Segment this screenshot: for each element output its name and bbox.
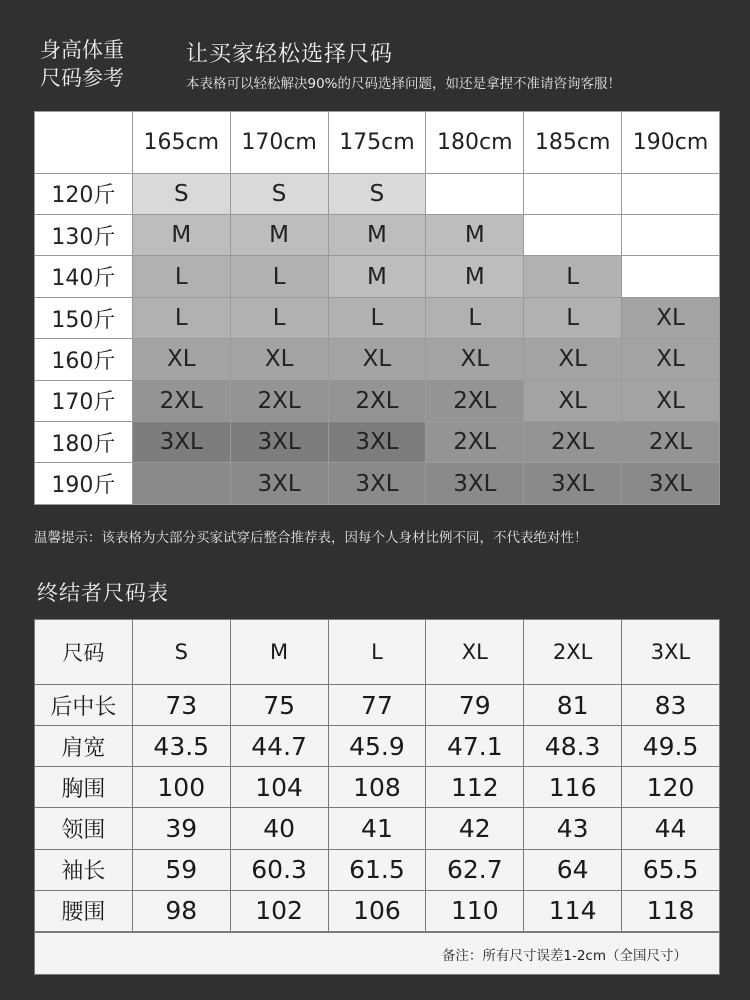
size-cell: L: [230, 297, 328, 338]
height-header: 165cm: [132, 112, 230, 174]
table-row: [35, 726, 720, 767]
header-left-line2: 尺码参考: [40, 66, 124, 90]
table-row: [35, 215, 720, 256]
measure-value: 61.5: [328, 849, 426, 890]
page-title: 让买家轻松选择尺码: [186, 42, 394, 67]
measure-value: 62.7: [426, 849, 524, 890]
size-cell: M: [328, 256, 426, 297]
measure-value: 108: [328, 767, 426, 808]
table-row: [35, 767, 720, 808]
page-subtitle: 本表格可以轻松解决90%的尺码选择问题，如还是拿捏不准请咨询客服！: [186, 76, 622, 92]
size-cell: L: [524, 256, 622, 297]
measure-label: 腰围: [35, 890, 133, 931]
table-row: [35, 685, 720, 726]
measure-value: 112: [426, 767, 524, 808]
height-header-row: [35, 112, 720, 174]
footer-note-box: [34, 932, 720, 975]
size-cell: 3XL: [328, 463, 426, 505]
measure-value: 116: [524, 767, 622, 808]
measure-value: 73: [132, 685, 230, 726]
size-cell: L: [230, 256, 328, 297]
size-cell: L: [426, 297, 524, 338]
measure-value: 114: [524, 890, 622, 931]
size-header: M: [230, 620, 328, 685]
size-cell: [622, 173, 720, 214]
size-cell: XL: [230, 339, 328, 380]
size-cell: 3XL: [328, 422, 426, 463]
measure-value: 98: [132, 890, 230, 931]
size-cell: XL: [622, 297, 720, 338]
measure-value: 42: [426, 808, 524, 849]
size-header: S: [132, 620, 230, 685]
weight-label: 140斤: [35, 256, 133, 297]
measure-value: 43.5: [132, 726, 230, 767]
size-cell: XL: [328, 339, 426, 380]
size-cell: [524, 215, 622, 256]
measure-value: 102: [230, 890, 328, 931]
measure-value: 48.3: [524, 726, 622, 767]
measure-value: 75: [230, 685, 328, 726]
size-cell: L: [132, 256, 230, 297]
size-cell: [524, 173, 622, 214]
size-cell: XL: [132, 339, 230, 380]
size-cell: S: [132, 173, 230, 214]
height-weight-table: [34, 111, 720, 505]
table-row: [35, 890, 720, 931]
size-cell: XL: [426, 339, 524, 380]
size-cell: M: [426, 256, 524, 297]
table-row: [35, 422, 720, 463]
header-left: [40, 36, 124, 92]
size-cell: M: [328, 215, 426, 256]
measure-value: 83: [622, 685, 720, 726]
size-cell: L: [524, 297, 622, 338]
table-row: [35, 173, 720, 214]
size-cell: 3XL: [622, 463, 720, 505]
tip-text: 温馨提示：该表格为大部分买家试穿后整合推荐表，因每个人身材比例不同，不代表绝对性！: [34, 530, 588, 546]
measure-label: 胸围: [35, 767, 133, 808]
height-header: 170cm: [230, 112, 328, 174]
size-cell: XL: [622, 380, 720, 421]
measure-value: 45.9: [328, 726, 426, 767]
weight-label: 190斤: [35, 463, 133, 505]
size-cell: 2XL: [230, 380, 328, 421]
measure-value: 110: [426, 890, 524, 931]
measure-value: 59: [132, 849, 230, 890]
height-header: 175cm: [328, 112, 426, 174]
size-cell: XL: [524, 380, 622, 421]
size-cell: 3XL: [524, 463, 622, 505]
measure-value: 65.5: [622, 849, 720, 890]
size-cell: 3XL: [230, 463, 328, 505]
size-cell: [622, 215, 720, 256]
weight-label: 130斤: [35, 215, 133, 256]
footer-note: 备注：所有尺寸误差1-2cm（全国尺寸）: [441, 948, 687, 964]
size-cell: S: [328, 173, 426, 214]
weight-label: 170斤: [35, 380, 133, 421]
size-cell: [132, 463, 230, 505]
size-header: XL: [426, 620, 524, 685]
table-row: [35, 297, 720, 338]
size-cell: [622, 256, 720, 297]
size-cell: M: [230, 215, 328, 256]
table-row: [35, 380, 720, 421]
size-cell: M: [132, 215, 230, 256]
measure-value: 39: [132, 808, 230, 849]
size-cell: 3XL: [132, 422, 230, 463]
size-header: 3XL: [622, 620, 720, 685]
size-cell: 2XL: [524, 422, 622, 463]
height-header: 190cm: [622, 112, 720, 174]
table-row: [35, 256, 720, 297]
measure-value: 118: [622, 890, 720, 931]
size-header: 2XL: [524, 620, 622, 685]
measure-value: 81: [524, 685, 622, 726]
size-cell: 2XL: [426, 380, 524, 421]
measure-value: 44.7: [230, 726, 328, 767]
size-cell: 2XL: [132, 380, 230, 421]
measure-value: 77: [328, 685, 426, 726]
size-cell: S: [230, 173, 328, 214]
size-cell: 2XL: [328, 380, 426, 421]
measure-value: 106: [328, 890, 426, 931]
measure-value: 104: [230, 767, 328, 808]
size-cell: 3XL: [426, 463, 524, 505]
size-cell: 3XL: [230, 422, 328, 463]
size-chart-table: [34, 619, 720, 932]
measure-value: 64: [524, 849, 622, 890]
size-cell: XL: [622, 339, 720, 380]
header-left-line1: 身高体重: [40, 38, 124, 62]
measure-value: 47.1: [426, 726, 524, 767]
weight-label: 120斤: [35, 173, 133, 214]
size-cell: XL: [524, 339, 622, 380]
measure-label: 领围: [35, 808, 133, 849]
size-cell: L: [132, 297, 230, 338]
size-cell: L: [328, 297, 426, 338]
weight-label: 160斤: [35, 339, 133, 380]
measure-value: 49.5: [622, 726, 720, 767]
size-chart-title: 终结者尺码表: [37, 581, 169, 605]
size-cell: 2XL: [622, 422, 720, 463]
table-row: [35, 339, 720, 380]
measure-value: 40: [230, 808, 328, 849]
measure-value: 41: [328, 808, 426, 849]
height-header: 180cm: [426, 112, 524, 174]
measure-value: 43: [524, 808, 622, 849]
weight-label: 180斤: [35, 422, 133, 463]
measure-value: 44: [622, 808, 720, 849]
table-row: [35, 808, 720, 849]
size-cell: 2XL: [426, 422, 524, 463]
size-header: L: [328, 620, 426, 685]
table-row: [35, 849, 720, 890]
height-header: 185cm: [524, 112, 622, 174]
size-header-label: 尺码: [35, 620, 133, 685]
measure-value: 100: [132, 767, 230, 808]
corner-cell: [35, 112, 133, 174]
size-cell: [426, 173, 524, 214]
measure-value: 120: [622, 767, 720, 808]
measure-label: 袖长: [35, 849, 133, 890]
table-row: [35, 463, 720, 505]
weight-label: 150斤: [35, 297, 133, 338]
size-header-row: [35, 620, 720, 685]
measure-label: 肩宽: [35, 726, 133, 767]
measure-value: 79: [426, 685, 524, 726]
measure-label: 后中长: [35, 685, 133, 726]
size-cell: M: [426, 215, 524, 256]
measure-value: 60.3: [230, 849, 328, 890]
